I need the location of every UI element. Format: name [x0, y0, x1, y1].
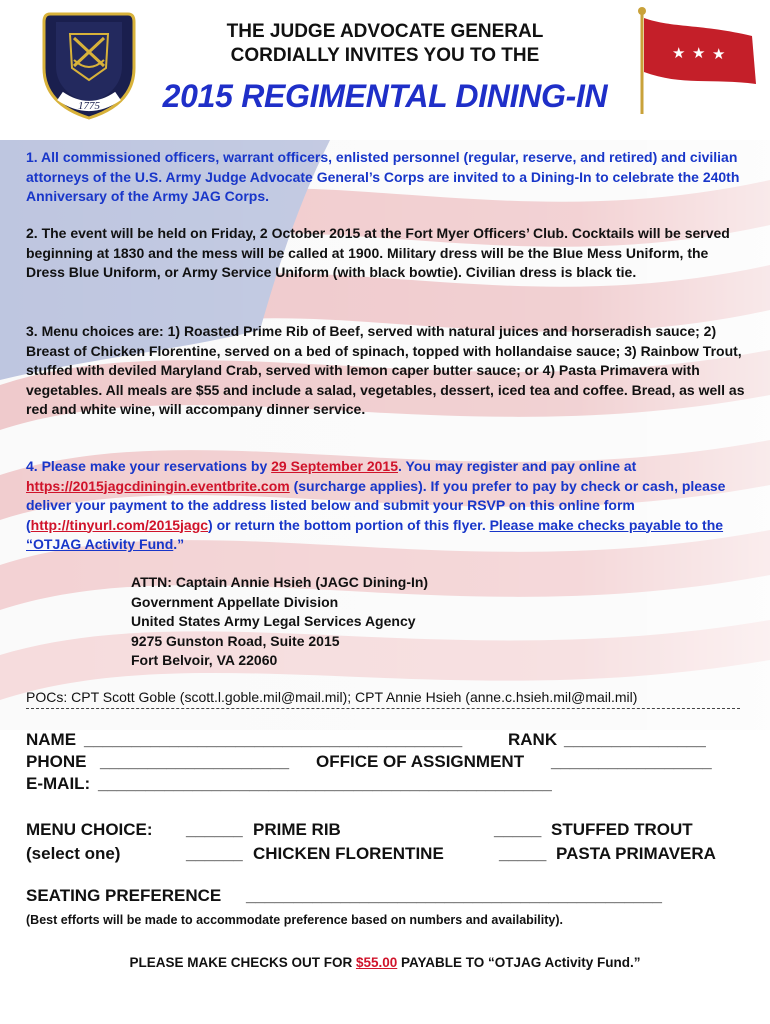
paragraph-menu: 3. Menu choices are: 1) Roasted Prime Rib of Beef, served with natural juices and horseradish sauce; 2) Breast of Chicken Florentine, served on a bed of spinach, topped with hollandaise sauce; 3) Rainbow Trout, stuffed with deviled Maryland Crab, served with lemon caper butter sauce; or 4) Pasta Primavera with vegetables. All meals are $55 and include a salad, vegetables, dessert, iced tea and coffee. Bread, as well as red and white wine, will accompany dinner service.	[26, 323, 745, 417]
phone-label: PHONE	[26, 752, 87, 771]
reservation-text-3: (surcharge applies). If you prefer to pay by check or cash, please deliver your payment to the address listed below and submit your RSVP on this online form (	[26, 477, 726, 533]
tinyurl-link[interactable]: http://tinyurl.com/2015jagc	[30, 516, 209, 533]
address-line-5: Fort Belvoir, VA 22060	[131, 652, 278, 668]
svg-text:★: ★	[692, 44, 706, 62]
seating-note: (Best efforts will be made to accommodate preference based on numbers and availability).	[26, 913, 563, 927]
pasta-blank[interactable]: _____	[499, 844, 547, 863]
email-label: E-MAIL:	[26, 774, 91, 793]
payment-text-1: PLEASE MAKE CHECKS OUT FOR	[129, 955, 356, 970]
address-line-4: 9275 Gunston Road, Suite 2015	[131, 632, 340, 649]
header-line-2: CORDIALLY INVITES YOU TO THE	[230, 45, 540, 66]
rank-label: RANK	[508, 730, 558, 749]
payment-instructions	[0, 955, 770, 970]
select-one-note: (select one)	[26, 844, 121, 863]
name-blank[interactable]: ________________________________________	[84, 730, 463, 749]
phone-blank[interactable]: ____________________	[100, 752, 290, 771]
cut-line	[26, 708, 740, 709]
event-title: 2015 REGIMENTAL DINING-IN	[162, 78, 608, 114]
eventbrite-link[interactable]: https://2015jagcdiningin.eventbrite.com	[26, 477, 290, 494]
reservation-text-4: ) or return the bottom portion of this flyer.	[208, 516, 490, 533]
paragraph-reservations	[26, 457, 746, 555]
seating-preference-label: SEATING PREFERENCE	[26, 886, 222, 905]
chicken-blank[interactable]: ______	[186, 844, 243, 863]
stuffed-trout-option: STUFFED TROUT	[551, 820, 693, 839]
reservation-text-2: . You may register and pay online at	[398, 458, 637, 474]
deadline-date: 29 September 2015	[271, 458, 398, 474]
pasta-primavera-option: PASTA PRIMAVERA	[556, 844, 716, 863]
payment-text-2: PAYABLE TO “OTJAG Activity Fund.”	[397, 955, 641, 970]
header-line-1: THE JUDGE ADVOCATE GENERAL	[226, 21, 544, 42]
address-line-3: United States Army Legal Services Agency	[131, 613, 416, 629]
menu-choice-label: MENU CHOICE:	[26, 820, 153, 839]
svg-text:★: ★	[672, 44, 686, 62]
svg-text:★: ★	[712, 45, 726, 63]
points-of-contact: POCs: CPT Scott Goble (scott.l.goble.mil@mail.mil); CPT Annie Hsieh (anne.c.hsieh.mil@mail.mil)	[26, 689, 638, 705]
checks-payable-note: Please make checks payable to the “OTJAG Activity Fund	[26, 516, 724, 552]
reservation-text-5: .”	[173, 536, 185, 552]
address-line-2: Government Appellate Division	[131, 593, 339, 610]
insignia-year: 1775	[78, 100, 100, 112]
name-label: NAME	[26, 730, 77, 749]
prime-rib-blank[interactable]: ______	[186, 820, 243, 839]
trout-blank[interactable]: _____	[494, 820, 542, 839]
chicken-florentine-option: CHICKEN FLORENTINE	[253, 844, 444, 863]
office-label: OFFICE OF ASSIGNMENT	[316, 752, 525, 771]
reservation-text-1: 4. Please make your reservations by	[26, 458, 272, 474]
office-blank[interactable]: _________________	[551, 752, 712, 771]
mailing-address	[131, 573, 428, 671]
address-line-1: ATTN: Captain Annie Hsieh (JAGC Dining-In)	[131, 574, 429, 590]
prime-rib-option: PRIME RIB	[253, 820, 341, 839]
paragraph-invitation: 1. All commissioned officers, warrant officers, enlisted personnel (regular, reserve, and retired) and civilian attorneys of the U.S. Army Judge Advocate General’s Corps are invited to a Dining-In to celebrate the 240th Anniversary of the Army JAG Corps.	[26, 149, 740, 204]
email-blank[interactable]: ________________________________________________	[98, 774, 552, 793]
paragraph-event-details: 2. The event will be held on Friday, 2 October 2015 at the Fort Myer Officers’ Club. Cocktails will be served beginning at 1830 and the mess will be called at 1900. Military dress will be the Blue Mess Uniform, the Dress Blue Uniform, or Army Service Uniform (with black bowtie). Civilian dress is black tie.	[26, 225, 730, 280]
rank-blank[interactable]: _______________	[564, 730, 706, 749]
payment-amount: $55.00	[355, 955, 398, 970]
seating-blank[interactable]: ____________________________________________	[246, 886, 663, 905]
